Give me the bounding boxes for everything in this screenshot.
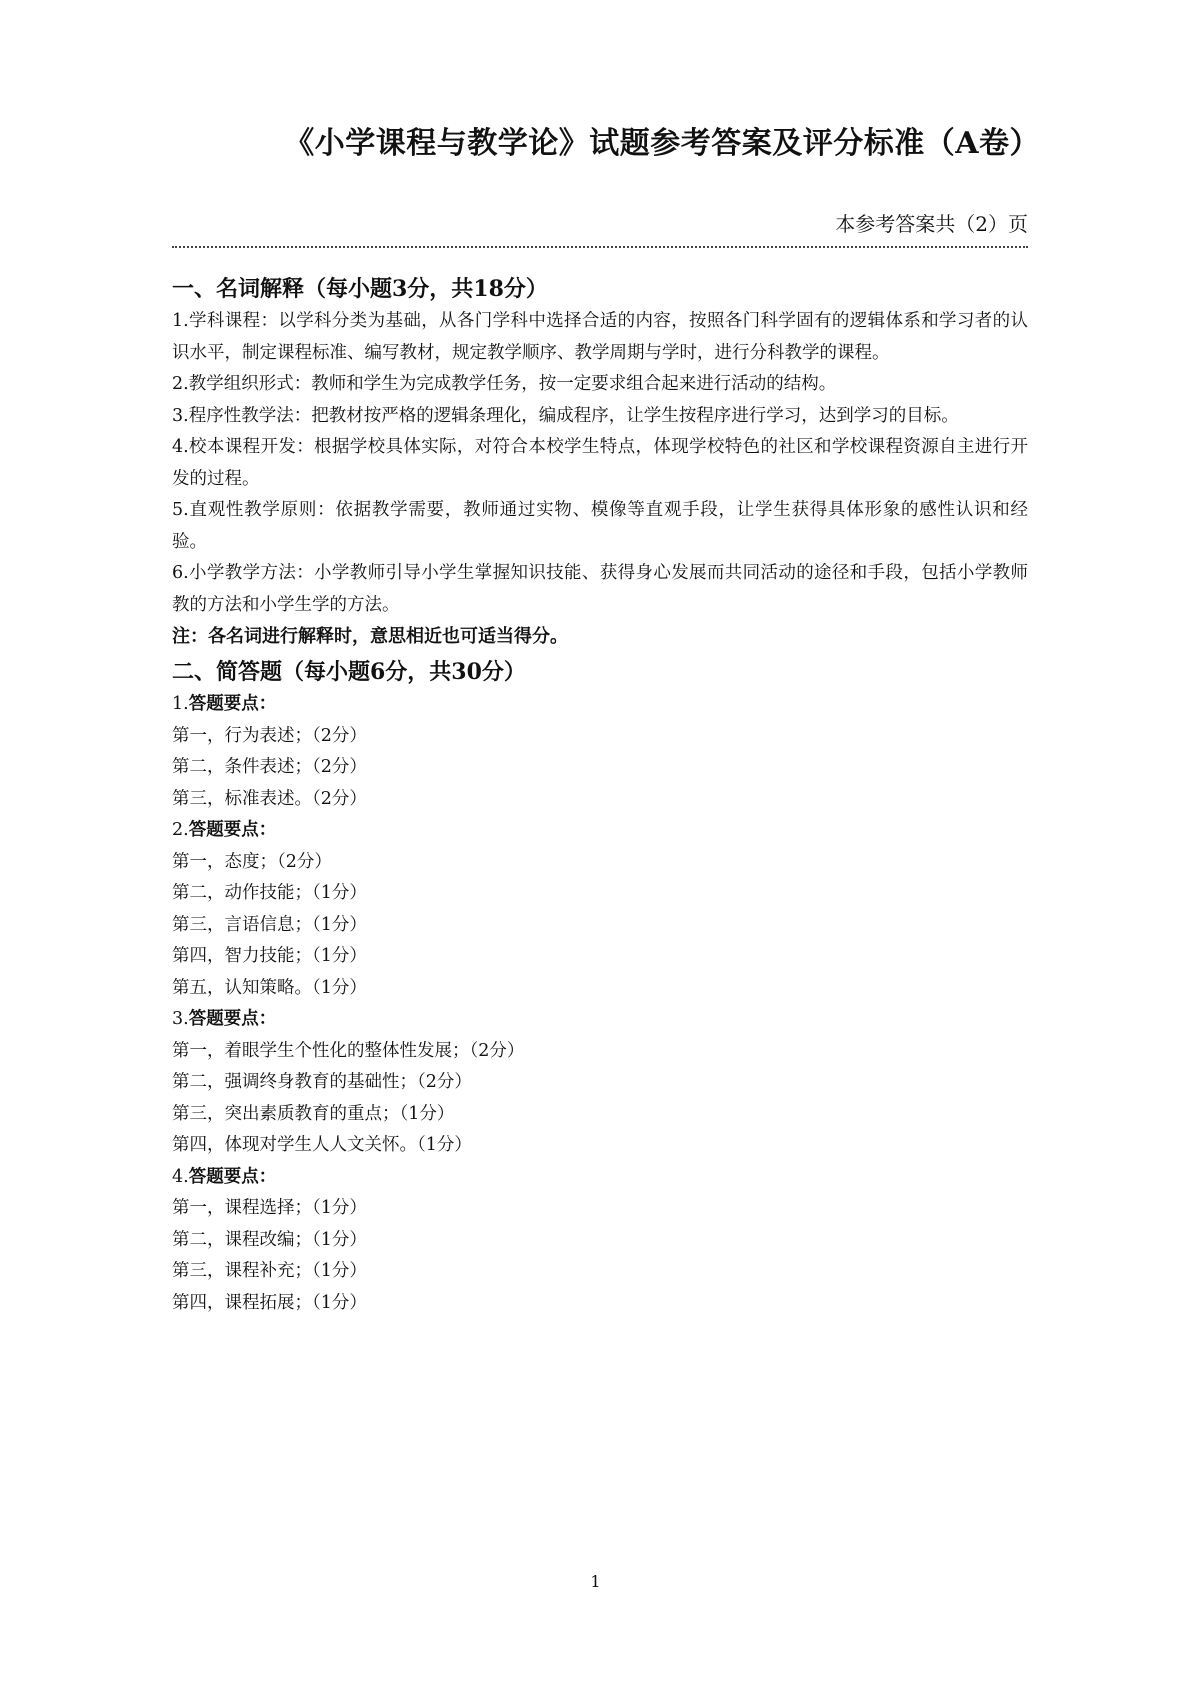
question-number: 2. (172, 820, 189, 840)
answer-point: 第一，课程选择；（1分） (172, 1198, 367, 1218)
dotted-divider (172, 246, 1028, 248)
answer-point: 第四，智力技能；（1分） (172, 946, 367, 966)
answer-points-label: 答题要点： (188, 1009, 277, 1029)
answer-point: 第四，课程拓展；（1分） (172, 1292, 367, 1313)
answer-point: 第三，课程补充；（1分） (172, 1261, 367, 1281)
definition-item: 5.直观性教学原则：依据教学需要，教师通过实物、模像等直观手段，让学生获得具体形象的感性认识和经验。 (172, 500, 1028, 552)
definition-item: 4.校本课程开发：根据学校具体实际，对符合本校学生特点，体现学校特色的社区和学校课程资源自主进行开发的过程。 (172, 437, 1028, 489)
answer-block-4 (172, 1162, 1028, 1320)
answer-point: 第二，动作技能；（1分） (172, 883, 367, 903)
answer-point: 第五，认知策略。（1分） (172, 977, 367, 998)
answer-point: 第二，强调终身教育的基础性；（2分） (172, 1072, 472, 1092)
answer-block-2 (172, 815, 1028, 1004)
answer-point: 第三，突出素质教育的重点；（1分） (172, 1103, 455, 1124)
scoring-note: 注：各名词进行解释时，意思相近也可适当得分。 (172, 626, 568, 647)
answer-point: 第一，着眼学生个性化的整体性发展；（2分） (172, 1040, 525, 1061)
section-heading-short-answer: 二、简答题（每小题6分，共30分） (172, 659, 526, 685)
definition-item: 2.教学组织形式：教师和学生为完成教学任务，按一定要求组合起来进行活动的结构。 (172, 374, 837, 394)
answer-block-3 (172, 1004, 1028, 1162)
page-count-note: 本参考答案共（2）页 (835, 212, 1028, 236)
answer-points-label: 答题要点： (188, 694, 277, 714)
question-number: 3. (172, 1009, 189, 1029)
answer-points-label: 答题要点： (188, 1166, 277, 1187)
answer-point: 第三，标准表述。（2分） (172, 788, 367, 809)
answer-point: 第一，行为表述；（2分） (172, 725, 367, 746)
answer-point: 第二，条件表述；（2分） (172, 757, 367, 777)
question-number: 1. (172, 694, 189, 714)
answer-point: 第一，态度；（2分） (172, 851, 332, 872)
document-body (172, 270, 1028, 1319)
definition-item: 1.学科课程：以学科分类为基础，从各门学科中选择合适的内容，按照各门科学固有的逻辑体系和学习者的认识水平，制定课程标准、编写教材，规定教学顺序、教学周期与学时，进行分科教学的课程。 (172, 311, 1028, 363)
answer-block-1 (172, 689, 1028, 815)
definition-item: 6.小学教学方法：小学教师引导小学生掌握知识技能、获得身心发展而共同活动的途径和手段，包括小学教师教的方法和小学生学的方法。 (172, 563, 1028, 615)
document-title: 《小学课程与教学论》试题参考答案及评分标准（A卷） (284, 126, 1040, 161)
answer-points-label: 答题要点： (188, 820, 277, 840)
answer-point: 第三，言语信息；（1分） (172, 914, 367, 935)
question-number: 4. (172, 1166, 189, 1187)
section-heading-definitions: 一、名词解释（每小题3分，共18分） (172, 276, 548, 302)
answer-point: 第四，体现对学生人人文关怀。（1分） (172, 1135, 472, 1155)
answer-point: 第二，课程改编；（1分） (172, 1229, 367, 1250)
definition-item: 3.程序性教学法：把教材按严格的逻辑条理化，编成程序，让学生按程序进行学习，达到学习的目标。 (172, 405, 959, 426)
page-number: 1 (590, 1572, 601, 1591)
